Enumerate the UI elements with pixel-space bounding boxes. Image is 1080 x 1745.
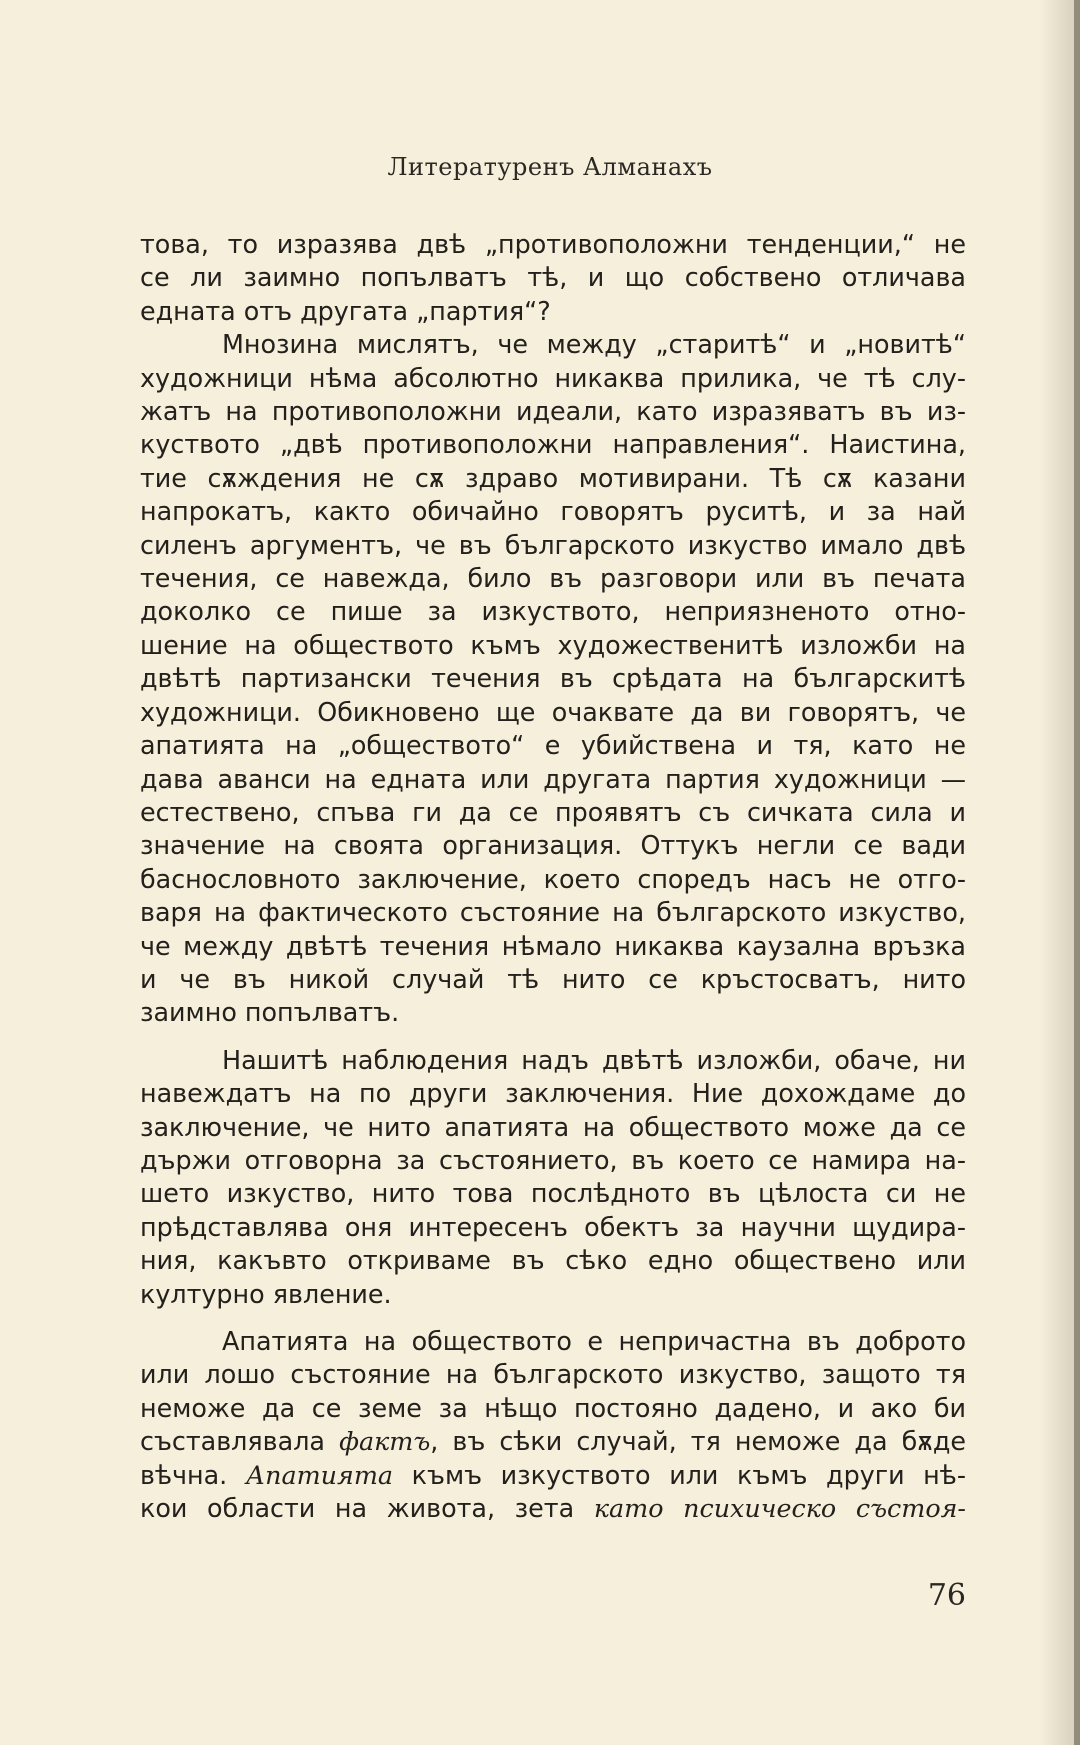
paragraph-1 bbox=[140, 228, 966, 328]
text-line: културно явление. bbox=[140, 1278, 392, 1309]
text-line: художници. Обикновено ще очаквате да ви говорятъ, че bbox=[140, 696, 966, 727]
text-line: течения, се навежда, било въ разговори или въ печата bbox=[140, 563, 966, 594]
text-line: навеждатъ на по други заключения. Ние дохождаме до bbox=[140, 1078, 966, 1109]
text-line: Апатията на обществото е непричастна въ доброто bbox=[222, 1326, 966, 1356]
text-line: двѣтѣ партизански течения въ срѣдата на българскитѣ bbox=[140, 663, 966, 694]
text-line-with-emphasis: вѣчна. Апатията къмъ изкуството или къмъ други нѣ- bbox=[140, 1459, 967, 1490]
page-edge bbox=[1074, 0, 1080, 1745]
text-line: шето изкуство, нито това послѣдното въ цѣлоста си не bbox=[140, 1178, 966, 1209]
text-line: се ли заимно попълватъ тѣ, и що собствено отличава bbox=[140, 262, 966, 293]
text-line-with-emphasis: кои области на живота, зета като психическо състоя- bbox=[140, 1493, 966, 1524]
text-line: напрокатъ, както обичайно говорятъ руситѣ, и за най bbox=[140, 496, 966, 527]
text-line: това, то изразява двѣ „противоположни тенденции,“ не bbox=[140, 229, 966, 259]
text-line: доколко се пише за изкуството, неприязненото отно- bbox=[140, 596, 966, 627]
text-line: куството „двѣ противоположни направления“. Наистина, bbox=[140, 429, 966, 460]
text-line: заключение, че нито апатията на обществото може да се bbox=[140, 1111, 966, 1142]
text-line: и че въ никой случай тѣ нито се кръстосватъ, нито bbox=[140, 963, 966, 994]
text-line: прѣдставлява оня интересенъ обектъ за научни щудира- bbox=[140, 1211, 966, 1242]
text-line: заимно попълватъ. bbox=[140, 997, 400, 1028]
body-text bbox=[140, 228, 966, 1525]
text-line-with-emphasis: съставлявала фактъ, въ сѣки случай, тя неможе да бѫде bbox=[140, 1426, 966, 1457]
running-header: Литературенъ Алманахъ bbox=[387, 153, 713, 181]
text-line: че между двѣтѣ течения нѣмало никаква каузална връзка bbox=[140, 930, 966, 961]
text-line: едната отъ другата „партия“? bbox=[140, 295, 551, 326]
text-line: шение на обществото къмъ художественитѣ изложби на bbox=[140, 629, 966, 660]
text-line: ния, какъвто откриваме въ сѣко едно обществено или bbox=[140, 1245, 966, 1276]
paragraph-2 bbox=[140, 328, 966, 1030]
text-line: художници нѣма абсолютно никаква прилика, че тѣ слу- bbox=[140, 362, 966, 393]
text-line: апатията на „обществото“ е убийствена и тя, като не bbox=[140, 730, 966, 761]
text-line: естествено, спъва ги да се проявятъ съ сичката сила и bbox=[140, 796, 966, 827]
text-line: Мнозина мислятъ, че между „старитѣ“ и „новитѣ“ bbox=[222, 329, 966, 360]
text-line: или лошо състояние на българското изкуство, защото тя bbox=[140, 1359, 966, 1390]
text-line: неможе да се земе за нѣщо постояно дадено, и ако би bbox=[140, 1392, 966, 1423]
text-line: Нашитѣ наблюдения надъ двѣтѣ изложби, обаче, ни bbox=[222, 1044, 966, 1075]
paragraph-3 bbox=[140, 1044, 966, 1311]
text-line: силенъ аргументъ, че въ българското изкуство имало двѣ bbox=[140, 529, 966, 560]
text-line: варя на фактическото състояние на българското изкуство, bbox=[140, 897, 966, 928]
emphasized-phrase: като психическо състоя- bbox=[593, 1493, 966, 1524]
text-line: тие сѫждения не сѫ здраво мотивирани. Тѣ сѫ казани bbox=[140, 462, 966, 493]
emphasized-phrase: Апатията bbox=[245, 1459, 394, 1490]
text-line: жатъ на противоположни идеали, като изразяватъ въ из- bbox=[140, 396, 966, 427]
text-line: значение на своята организация. Оттукъ негли се вади bbox=[140, 830, 966, 861]
text-line: дава аванси на едната или другата партия художници — bbox=[140, 763, 966, 794]
text-line: баснословното заключение, което споредъ насъ не отго- bbox=[140, 863, 966, 894]
text-line: държи отговорна за състоянието, въ което се намира на- bbox=[140, 1144, 966, 1175]
emphasized-phrase: фактъ bbox=[339, 1426, 431, 1457]
page-number: 76 bbox=[927, 1578, 966, 1613]
paragraph-4 bbox=[140, 1325, 966, 1525]
